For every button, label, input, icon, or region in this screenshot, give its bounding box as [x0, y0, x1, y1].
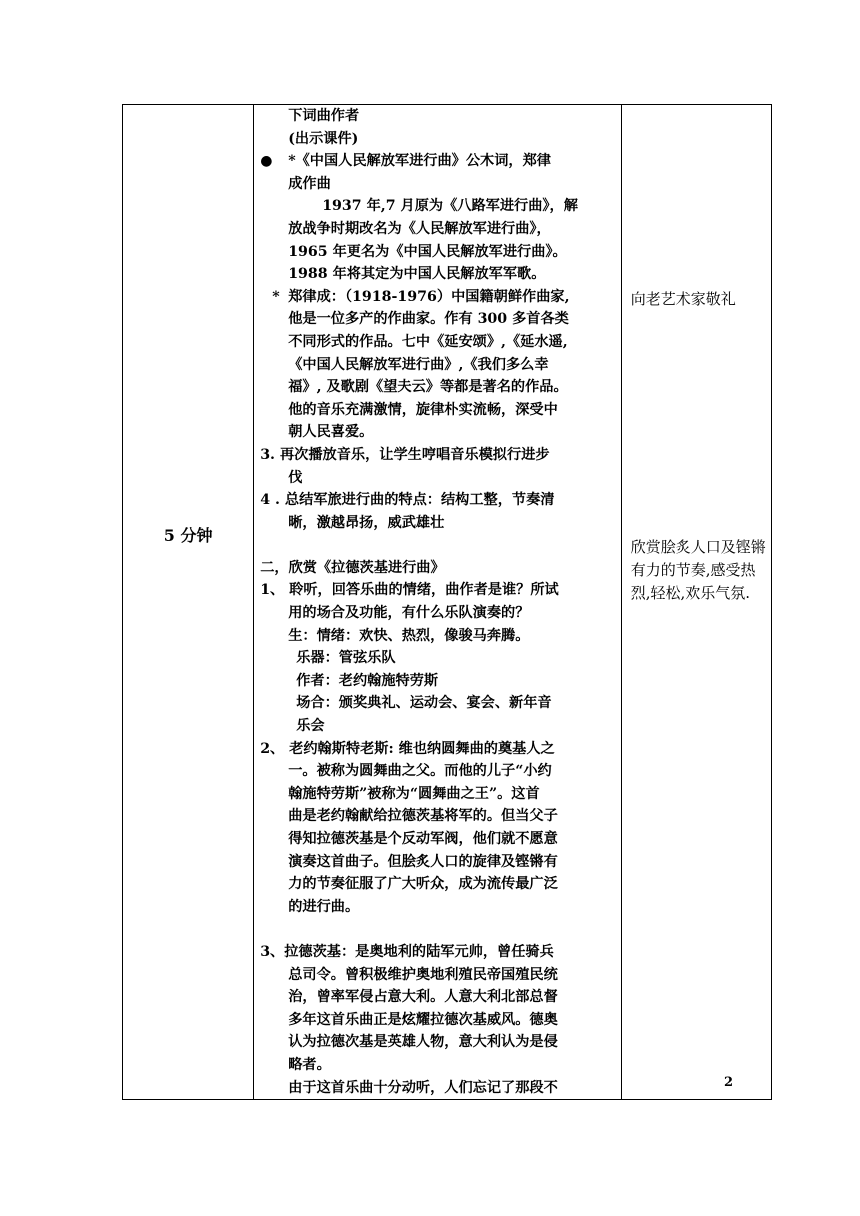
content-line: 晰，激越昂扬，威武雄壮	[288, 514, 445, 531]
lesson-table	[122, 104, 772, 1100]
page-number: 2	[723, 1075, 733, 1090]
content-line: 他的音乐充满激情，旋律朴实流畅，深受中	[288, 401, 558, 418]
blank-line	[260, 534, 618, 557]
time-cell	[123, 105, 254, 1100]
content-line: 福》, 及歌剧《望夫云》等都是著名的作品。	[288, 379, 568, 396]
content-line: 曲是老约翰献给拉德茨基将军的。但当父子	[288, 808, 558, 825]
content-line: 1、 聆听，回答乐曲的情绪，曲作者是谁？所试	[260, 582, 559, 599]
content-line: 伐	[288, 469, 303, 486]
content-line: 郑律成：（1918-1976）中国籍朝鲜作曲家,	[288, 288, 570, 305]
content-line: 下词曲作者	[288, 108, 360, 124]
content-line: 作者：老约翰施特劳斯	[296, 672, 439, 689]
note-text: 向老艺术家敬礼	[630, 290, 736, 308]
content-line: 一。被称为圆舞曲之父。而他的儿子“小约	[288, 763, 552, 780]
content-line: 生：情绪：欢快、热烈，像骏马奔腾。	[288, 627, 530, 644]
content-line: 认为拉德次基是英雄人物，意大利认为是侵	[288, 1034, 558, 1051]
content-line: 3、拉德茨基：是奥地利的陆军元帅，曾任骑兵	[260, 943, 554, 960]
time-label: 5 分钟	[163, 526, 213, 545]
content-line: 治，曾率军侵占意大利。人意大利北部总督	[288, 989, 558, 1006]
content-line: 演奏这首曲子。但脍炙人口的旋律及铿锵有	[288, 853, 558, 870]
content-line: 放战争时期改名为《人民解放军进行曲》，	[288, 220, 551, 237]
content-line: 略者。	[288, 1056, 331, 1073]
content-line: 1965 年更名为《中国人民解放军进行曲》。	[288, 243, 567, 260]
content-line: 多年这首乐曲正是炫耀拉德次基威风。德奥	[288, 1011, 558, 1028]
content-line: 力的节奏征服了广大听众，成为流传最广泛	[288, 876, 558, 893]
bullet-icon: ●	[260, 153, 273, 170]
content-line: 1988 年将其定为中国人民解放军军歌。	[288, 266, 546, 283]
table-row	[123, 105, 772, 1100]
content-line: 场合：颁奖典礼、运动会、宴会、新年音	[296, 695, 552, 712]
content-line: 朝人民喜爱。	[288, 424, 374, 441]
content-line: 得知拉德茨基是个反动军阀，他们就不愿意	[288, 831, 558, 847]
content-line: 3. 再次播放音乐，让学生哼唱音乐模拟行进步	[260, 446, 550, 463]
content-line: 用的场合及功能，有什么乐队演奏的？	[288, 605, 530, 622]
content-line: 由于这首乐曲十分动听，人们忘记了那段不	[288, 1079, 558, 1096]
content-line: 翰施特劳斯”被称为“圆舞曲之王”。这首	[288, 785, 540, 802]
content-line: 成作曲	[288, 175, 331, 192]
note-cell	[621, 105, 771, 1100]
bullet-item	[260, 150, 618, 173]
content-line: 的进行曲。	[288, 898, 360, 915]
content-cell	[254, 105, 622, 1100]
content-line: 他是一位多产的作曲家。作有 300 多首各类	[288, 311, 569, 328]
content-line: 《中国人民解放军进行曲》,《我们多么幸	[288, 356, 549, 373]
content-line: 总司令。曾积极维护奥地利殖民帝国殖民统	[288, 966, 558, 983]
content-line: 乐会	[296, 718, 325, 735]
content-line: *《中国人民解放军进行曲》公木词，郑律	[288, 153, 551, 170]
star-item	[260, 286, 618, 309]
asterisk-icon: *	[272, 288, 280, 305]
content-line: 2、 老约翰斯特老斯: 维也纳圆舞曲的奠基人之	[260, 740, 555, 757]
blank-line	[260, 918, 618, 941]
content-line: 1937 年,7 月原为《八路军进行曲》，解	[322, 198, 578, 215]
content-line: (出示课件)	[288, 130, 359, 147]
content-line: 不同形式的作品。七中《延安颂》,《延水遥,	[288, 333, 568, 350]
content-line: 乐器：管弦乐队	[296, 650, 396, 667]
content-line: 4 . 总结军旅进行曲的特点：结构工整，节奏清	[260, 492, 555, 509]
note-text: 欣赏脍炙人口及铿锵有力的节奏,感受热烈,轻松,欢乐气氛.	[630, 538, 766, 602]
section-heading: 二，欣赏《拉德茨基进行曲》	[260, 559, 445, 576]
lesson-content	[260, 105, 618, 1099]
